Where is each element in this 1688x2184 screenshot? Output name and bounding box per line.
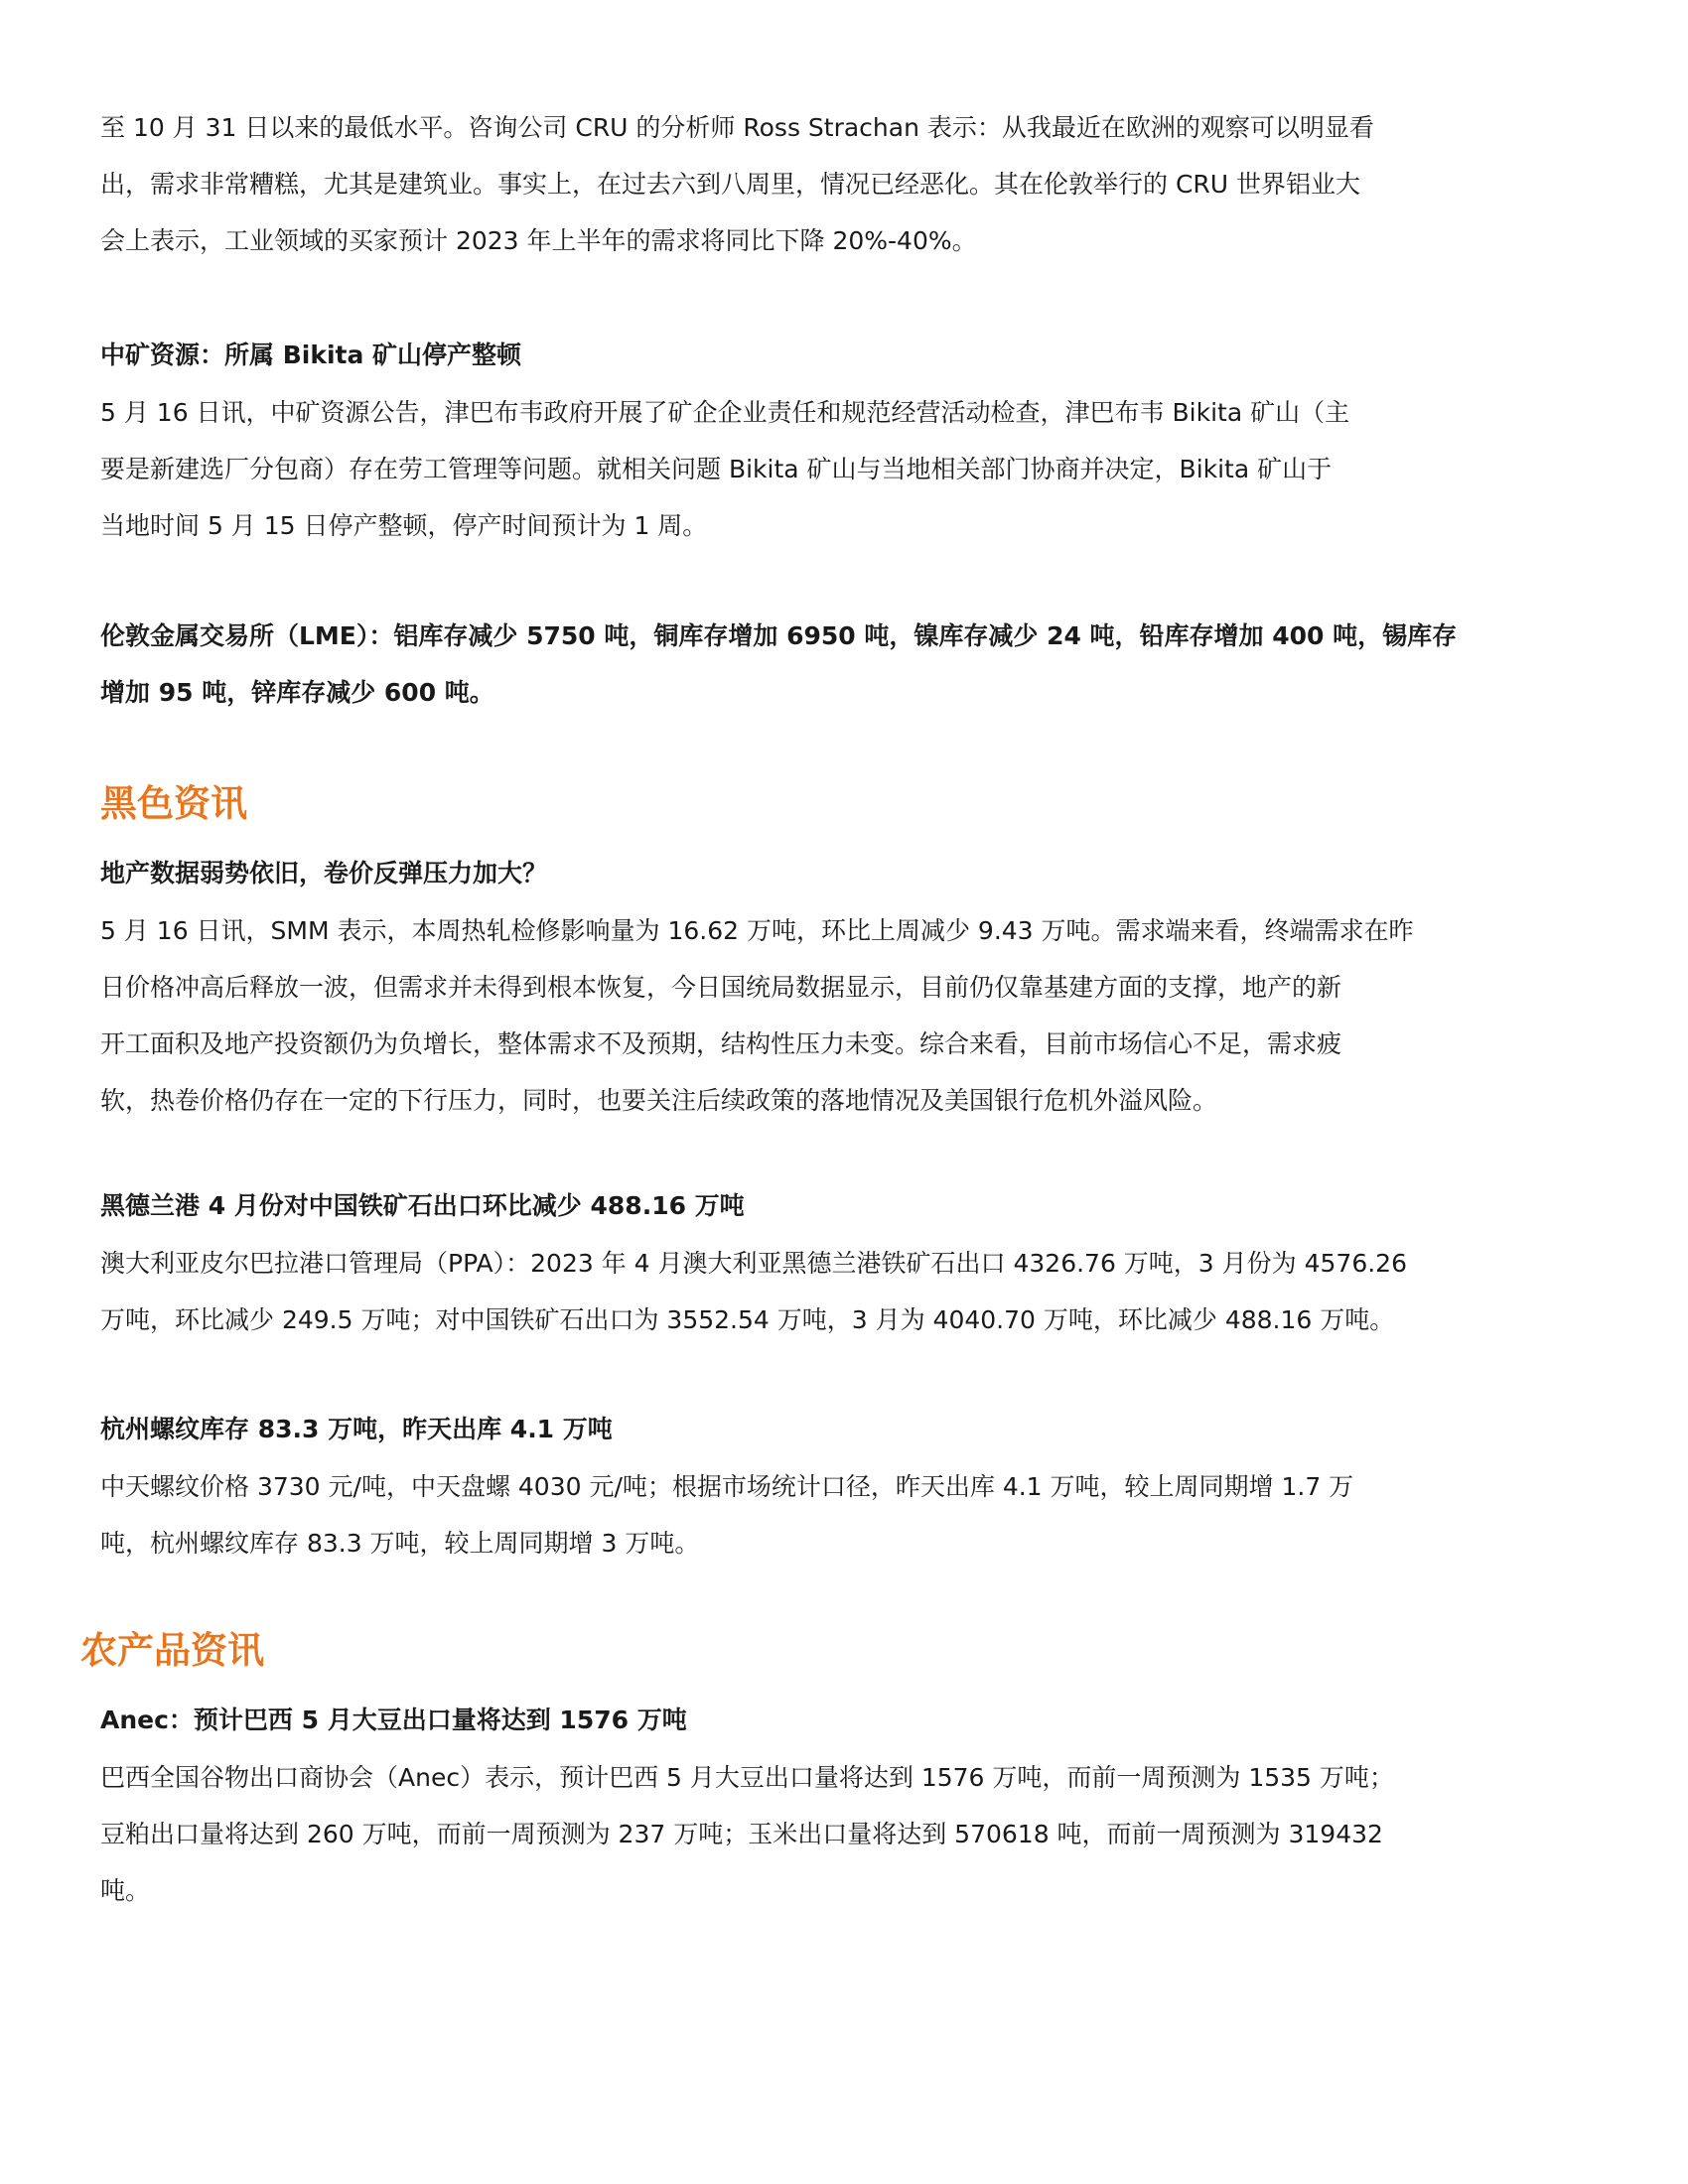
intro-paragraph bbox=[100, 99, 1590, 269]
text-line: 中天螺纹价格 3730 元/吨，中天盘螺 4030 元/吨；根据市场统计口径，昨天出库 4.1 万吨，较上周同期增 1.7 万 bbox=[100, 1472, 1354, 1501]
text-line: 增加 95 吨，锌库存减少 600 吨。 bbox=[100, 678, 494, 707]
lme-inventory-paragraph bbox=[100, 608, 1590, 721]
text-line: 至 10 月 31 日以来的最低水平。咨询公司 CRU 的分析师 Ross Strachan 表示：从我最近在欧洲的观察可以明显看 bbox=[100, 113, 1374, 142]
text-line: 要是新建选厂分包商）存在劳工管理等问题。就相关问题 Bikita 矿山与当地相关部门协商并决定，Bikita 矿山于 bbox=[100, 455, 1333, 483]
article-body-bikita bbox=[100, 384, 1590, 554]
section-heading-agri: 农产品资讯 bbox=[80, 1629, 264, 1672]
text-line: 吨，杭州螺纹库存 83.3 万吨，较上周同期增 3 万吨。 bbox=[100, 1529, 700, 1558]
text-line: 会上表示，工业领域的买家预计 2023 年上半年的需求将同比下降 20%-40%。 bbox=[100, 226, 977, 255]
text-line: 出，需求非常糟糕，尤其是建筑业。事实上，在过去六到八周里，情况已经恶化。其在伦敦举行的 CRU 世界铝业大 bbox=[100, 170, 1361, 199]
article-title-bikita: 中矿资源：所属 Bikita 矿山停产整顿 bbox=[100, 341, 522, 369]
article-title-anec: Anec：预计巴西 5 月大豆出口量将达到 1576 万吨 bbox=[100, 1706, 687, 1734]
article-title-hangzhou: 杭州螺纹库存 83.3 万吨，昨天出库 4.1 万吨 bbox=[100, 1415, 613, 1443]
text-line: 巴西全国谷物出口商协会（Anec）表示，预计巴西 5 月大豆出口量将达到 1576 万吨，而前一周预测为 1535 万吨； bbox=[100, 1763, 1394, 1792]
text-line: 5 月 16 日讯，中矿资源公告，津巴布韦政府开展了矿企企业责任和规范经营活动检查，津巴布韦 Bikita 矿山（主 bbox=[100, 398, 1350, 427]
text-line: 澳大利亚皮尔巴拉港口管理局（PPA）：2023 年 4 月澳大利亚黑德兰港铁矿石出口 4326.76 万吨，3 月份为 4576.26 bbox=[100, 1249, 1407, 1278]
text-line: 万吨，环比减少 249.5 万吨；对中国铁矿石出口为 3552.54 万吨，3 月为 4040.70 万吨，环比减少 488.16 万吨。 bbox=[100, 1305, 1395, 1334]
text-line: 日价格冲高后释放一波，但需求并未得到根本恢复，今日国统局数据显示，目前仍仅靠基建方面的支撑，地产的新 bbox=[100, 973, 1342, 1002]
text-line: 软，热卷价格仍存在一定的下行压力，同时，也要关注后续政策的落地情况及美国银行危机外溢风险。 bbox=[100, 1086, 1218, 1115]
article-title-hedland: 黑德兰港 4 月份对中国铁矿石出口环比减少 488.16 万吨 bbox=[100, 1191, 745, 1220]
text-line: 当地时间 5 月 15 日停产整顿，停产时间预计为 1 周。 bbox=[100, 511, 708, 540]
text-line: 吨。 bbox=[100, 1876, 151, 1905]
article-body-hangzhou bbox=[100, 1458, 1590, 1571]
text-line: 5 月 16 日讯，SMM 表示，本周热轧检修影响量为 16.62 万吨，环比上周减少 9.43 万吨。需求端来看，终端需求在昨 bbox=[100, 916, 1414, 945]
article-body-anec bbox=[100, 1749, 1590, 1919]
section-heading-ferrous: 黑色资讯 bbox=[100, 782, 247, 825]
text-line: 开工面积及地产投资额仍为负增长，整体需求不及预期，结构性压力未变。综合来看，目前市场信心不足，需求疲 bbox=[100, 1029, 1342, 1058]
article-body-hedland bbox=[100, 1235, 1590, 1348]
text-line: 豆粕出口量将达到 260 万吨，而前一周预测为 237 万吨；玉米出口量将达到 570618 吨，而前一周预测为 319432 bbox=[100, 1820, 1383, 1848]
text-line: 伦敦金属交易所（LME）：铝库存减少 5750 吨，铜库存增加 6950 吨，镍库存减少 24 吨，铅库存增加 400 吨，锡库存 bbox=[100, 621, 1458, 650]
article-body-hrc bbox=[100, 902, 1590, 1129]
article-title-hrc: 地产数据弱势依旧，卷价反弹压力加大？ bbox=[100, 859, 548, 887]
